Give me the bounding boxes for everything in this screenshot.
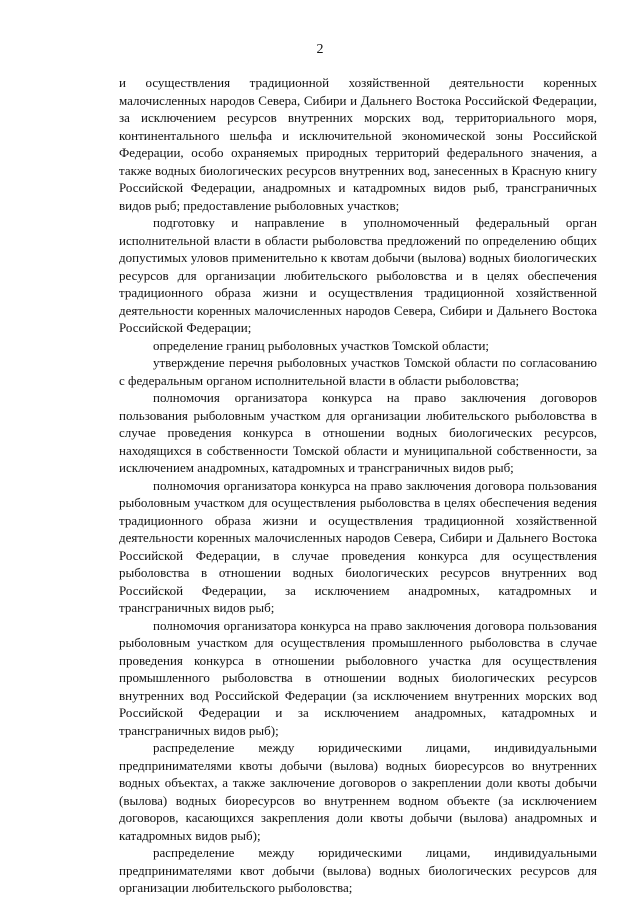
page-number: 2 <box>316 42 324 57</box>
paragraph-industrial-fishing-contest: полномочия организатора конкурса на право заключения договора пользования рыболовным участком для осуществления промышленного рыболовства в случае проведения конкурса в отношении рыболовного участка для осуществления промышленного рыболовства в отношении водных биологических ресурсов внутренних вод Российской Федерации (за исключением внутренних морских вод Российской Федерации и за исключением анадромных, катадромных и трансграничных видов рыб); <box>119 617 597 738</box>
paragraph-quota-distribution-inland: распределение между юридическими лицами, индивидуальными предпринимателями квоты добычи (вылова) водных биоресурсов во внутренних водных объектах, а также заключение договоров о закреплении доли квоты добычи (вылова) водных биоресурсов во внутреннем водном объекте (за исключением договоров, касающихся закрепления доли квоты добычи (вылова) анадромных и катадромных видов рыб); <box>119 740 597 843</box>
paragraph-traditional-fishing-contest: полномочия организатора конкурса на право заключения договора пользования рыболовным участком для осуществления рыболовства в целях обеспечения ведения традиционного образа жизни и осуществления традиционной хозяйственной деятельности коренных малочисленных народов Севера, Сибири и Дальнего Востока Российской Федерации, в случае проведения конкурса для осуществления рыболовства в отношении водных биологических ресурсов внутренних вод Российской Федерации, за исключением анадромных, катадромных и трансграничных видов рыб; <box>119 477 597 615</box>
paragraph-quota-proposals: подготовку и направление в уполномоченный федеральный орган исполнительной власти в области рыболовства предложений по определению общих допустимых уловов применительно к квотам добычи (вылова) водных биологических ресурсов для организации любительского рыболовства и в целях обеспечения традиционного образа жизни и осуществления традиционной хозяйственной деятельности коренных малочисленных народов Севера, Сибири и Дальнего Востока Российской Федерации; <box>119 215 597 335</box>
paragraph-quota-distribution-amateur: распределение между юридическими лицами, индивидуальными предпринимателями квот добычи (вылова) водных биологических ресурсов для организации любительского рыболовства; <box>119 845 597 895</box>
document-body <box>119 74 597 897</box>
paragraph-continuation: и осуществления традиционной хозяйственной деятельности коренных малочисленных народов Севера, Сибири и Дальнего Востока Российской Федерации, за исключением ресурсов внутренних морских вод, территориального моря, континентального шельфа и исключительной экономической зоны Российской Федерации, особо охраняемых природных территорий федерального значения, а также водных биологических ресурсов внутренних вод, занесенных в Красную книгу Российской Федерации, анадромных и катадромных видов рыб, трансграничных видов рыб; предоставление рыболовных участков; <box>119 75 597 213</box>
paragraph-fishing-area-boundaries: определение границ рыболовных участков Томской области; <box>153 337 490 353</box>
paragraph-fishing-area-list: утверждение перечня рыболовных участков Томской области по согласованию с федеральным органом исполнительной власти в области рыболовства; <box>119 355 597 388</box>
paragraph-amateur-fishing-contest: полномочия организатора конкурса на право заключения договоров пользования рыболовным участком для организации любительского рыболовства в случае проведения конкурса в отношении водных биологических ресурсов, находящихся в собственности Томской области и муниципальной собственности, за исключением анадромных, катадромных и трансграничных видов рыб; <box>119 390 597 475</box>
